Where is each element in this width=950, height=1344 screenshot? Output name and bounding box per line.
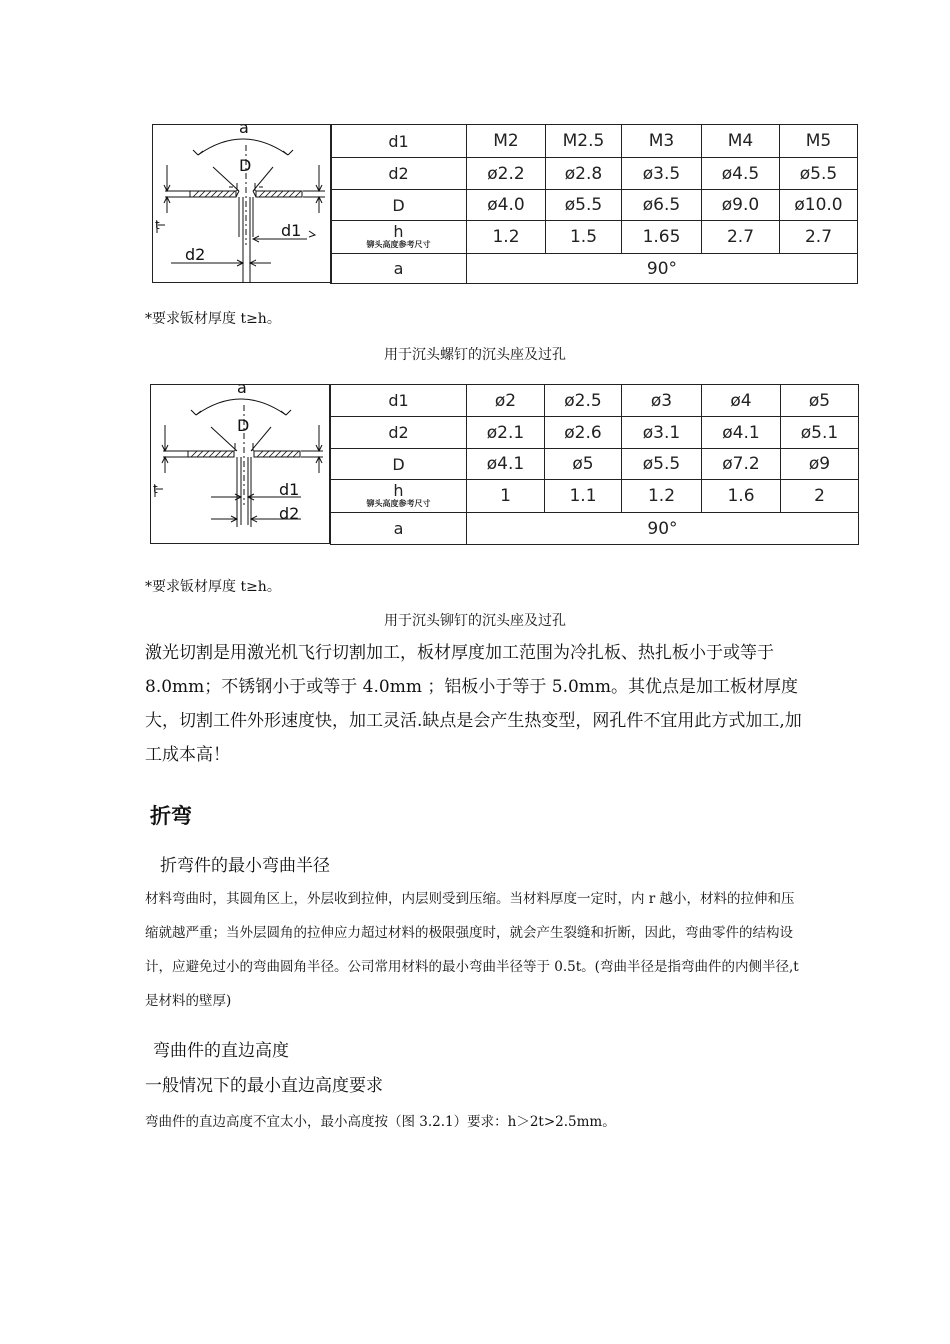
d1-label: d1 — [279, 480, 300, 499]
cell: ø2 — [467, 385, 545, 417]
cell: 2 — [781, 480, 859, 513]
h-sublabel: 铆头高度参考尺寸 — [366, 499, 431, 508]
thickness-note-1: *要求钣材厚度 t≥h。 — [145, 311, 281, 327]
angle-value: 90° — [467, 254, 858, 284]
cell: ø9 — [781, 449, 859, 480]
d2-label: d2 — [279, 504, 300, 523]
cell: 1.5 — [546, 221, 622, 254]
cell: ø5.5 — [622, 449, 702, 480]
d-label: D — [237, 416, 250, 435]
cell: ø3 — [622, 385, 702, 417]
cell: ø3.1 — [622, 417, 702, 449]
row-label-a: a — [331, 513, 467, 545]
cell: ø10.0 — [780, 190, 858, 221]
row-label-a: a — [331, 254, 467, 284]
subheading-min-radius: 折弯件的最小弯曲半径 — [160, 856, 330, 876]
cell: 1.2 — [467, 221, 546, 254]
cell: ø2.5 — [545, 385, 622, 417]
subheading-edge-height: 弯曲件的直边高度 — [153, 1041, 289, 1061]
d2-label: d2 — [185, 245, 206, 264]
cell: ø4 — [702, 385, 781, 417]
cell: ø2.1 — [467, 417, 545, 449]
d-label: D — [239, 156, 252, 175]
radius-paragraph: 材料弯曲时，其圆角区上，外层收到拉伸，内层则受到压缩。当材料厚度一定时，内 r 越小，材料的拉伸和压缩就越严重；当外层圆角的拉伸应力超过材料的极限强度时，就会产生裂缝和折断，因此，弯曲零件的结构设计，应避免过小的弯曲圆角半径。公司常用材料的最小弯曲半径等于 0.5t。(弯曲半径是指弯曲件的内侧半径,t 是材料的壁厚) — [145, 891, 799, 1009]
cell: ø5 — [781, 385, 859, 417]
countersink-rivet-figure — [150, 384, 330, 544]
angle-label: a — [239, 125, 249, 137]
row-label-d2: d2 — [331, 417, 467, 449]
cell: 1.6 — [702, 480, 781, 513]
cell: ø5.5 — [780, 158, 858, 190]
cell: ø6.5 — [622, 190, 702, 221]
angle-value: 90° — [467, 513, 859, 545]
row-label-d2: d2 — [331, 158, 467, 190]
thickness-note-2: *要求钣材厚度 t≥h。 — [145, 579, 281, 595]
figure-caption-1: 用于沉头螺钉的沉头座及过孔 — [384, 347, 566, 363]
section-title: 折弯 — [150, 804, 192, 828]
cell: 1.2 — [622, 480, 702, 513]
cell: ø4.1 — [702, 417, 781, 449]
cell: M5 — [780, 125, 858, 158]
row-label-D: D — [331, 449, 467, 480]
cell: 1.65 — [622, 221, 702, 254]
row-label-d1: d1 — [331, 385, 467, 417]
cell: ø5.1 — [781, 417, 859, 449]
cell: M4 — [702, 125, 780, 158]
cell: ø2.8 — [546, 158, 622, 190]
row-label-D: D — [331, 190, 467, 221]
cell: 2.7 — [702, 221, 780, 254]
t-label: t — [153, 482, 158, 496]
cell: ø5 — [545, 449, 622, 480]
cell: 1.1 — [545, 480, 622, 513]
row-label-d1: d1 — [331, 125, 467, 158]
cell: ø5.5 — [546, 190, 622, 221]
cell: M2.5 — [546, 125, 622, 158]
h-label: h — [393, 222, 404, 241]
cell: ø4.0 — [467, 190, 546, 221]
d1-label: d1 — [281, 221, 302, 240]
angle-label: a — [237, 385, 247, 397]
countersink-screw-figure — [152, 124, 332, 283]
row-label-h — [331, 480, 467, 513]
cell: ø9.0 — [702, 190, 780, 221]
cell: ø4.5 — [702, 158, 780, 190]
h-sublabel: 铆头高度参考尺寸 — [366, 240, 431, 249]
cell: ø3.5 — [622, 158, 702, 190]
screw-spec-table — [330, 124, 858, 284]
cell: ø2.2 — [467, 158, 546, 190]
row-label-h — [331, 221, 467, 254]
cell: M2 — [467, 125, 546, 158]
cell: ø4.1 — [467, 449, 545, 480]
cell: 2.7 — [780, 221, 858, 254]
subheading-min-height: 一般情况下的最小直边高度要求 — [145, 1076, 383, 1096]
t-label: t — [155, 218, 160, 232]
cell: ø2.6 — [545, 417, 622, 449]
laser-cutting-paragraph: 激光切割是用激光机飞行切割加工，板材厚度加工范围为冷扎板、热扎板小于或等于 8.0mm；不锈钢小于或等于 4.0mm ；铝板小于等于 5.0mm。其优点是加工板材厚度大，切割工件外形速度快，加工灵活.缺点是会产生热变型，网孔件不宜用此方式加工,加工成本高！ — [145, 643, 802, 765]
height-paragraph: 弯曲件的直边高度不宜太小，最小高度按（图 3.2.1）要求：h＞2t>2.5mm。 — [145, 1114, 616, 1130]
rivet-spec-table — [330, 384, 859, 545]
cell: ø7.2 — [702, 449, 781, 480]
h-label: h — [393, 481, 404, 500]
cell: M3 — [622, 125, 702, 158]
figure-caption-2: 用于沉头铆钉的沉头座及过孔 — [384, 613, 566, 629]
cell: 1 — [467, 480, 545, 513]
